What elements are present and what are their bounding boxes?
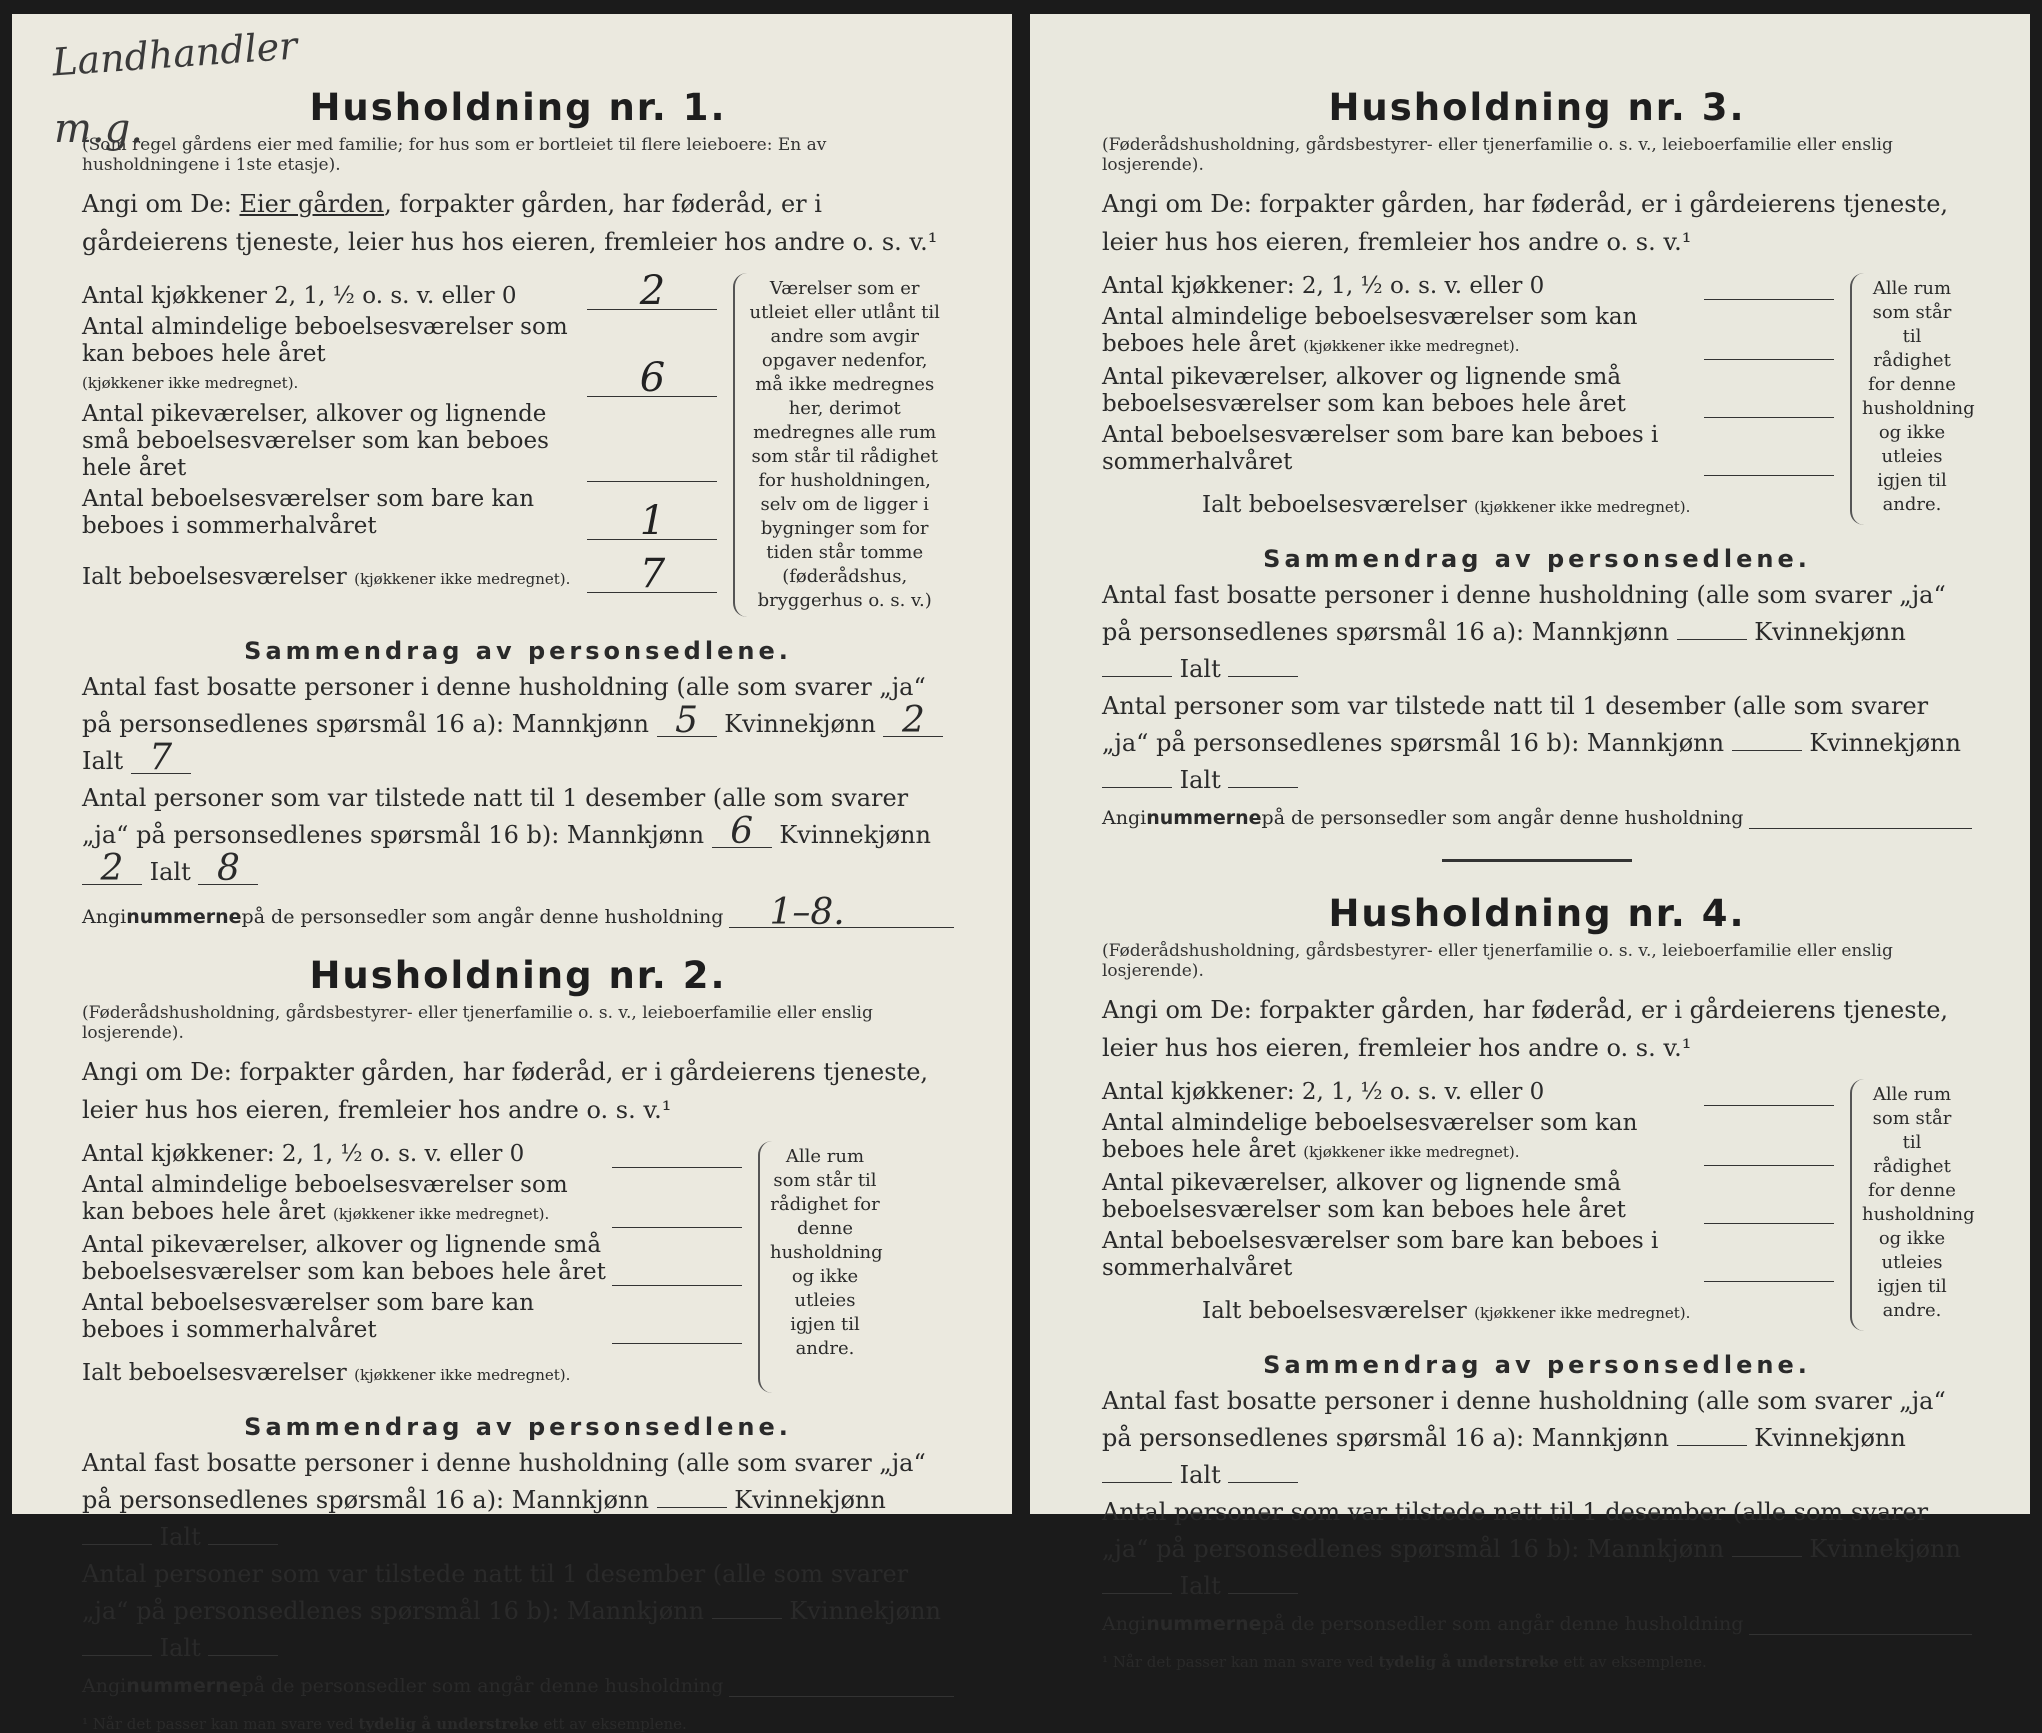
summary-16a: Antal fast bosatte personer i denne husholdning (alle som svarer „ja“ på personsedlenes spørsmål 16 a): Mannkjønn 5 Kvinnekjønn 2 Ialt 7 <box>82 669 954 780</box>
person-numbers-line: Angi nummerne på de personsedler som angår denne husholdning <box>1102 807 1972 829</box>
rooms-row: Antal almindelige beboelsesværelser som kan beboes hele året (kjøkkener ikke medregnet). <box>82 1172 742 1228</box>
summary-16b: Antal personer som var tilstede natt til 1 desember (alle som svarer „ja“ på personsedlenes spørsmål 16 b): Mannkjønn Kvinnekjønn Ialt <box>1102 692 1961 794</box>
rooms-row: Antal pikeværelser, alkover og lignende små beboelsesværelser som kan beboes hele året <box>82 401 717 482</box>
summary-title: Sammendrag av personsedlene. <box>1263 1351 1811 1379</box>
status-answer-underlined: Eier gården <box>239 190 385 218</box>
rooms-row: Antal beboelsesværelser som bare kan beboes i sommerhalvåret <box>82 1290 742 1344</box>
rooms-row: Antal kjøkkener: 2, 1, ½ o. s. v. eller 0 <box>1102 1079 1834 1106</box>
household-2-rooms <box>82 1141 954 1393</box>
person-numbers-line: Angi nummerne på de personsedler som angår denne husholdning 1–8. <box>82 899 954 928</box>
summary-16b: Antal personer som var tilstede natt til 1 desember (alle som svarer „ja“ på personsedlenes spørsmål 16 b): Mannkjønn Kvinnekjønn Ialt <box>82 1560 941 1662</box>
rooms-row: Antal pikeværelser, alkover og lignende små beboelsesværelser som kan beboes hele året <box>1102 364 1834 418</box>
handwritten-answer: 6 <box>587 360 717 397</box>
rooms-row: Antal kjøkkener 2, 1, ½ o. s. v. eller 0 2 <box>82 273 717 310</box>
handwritten-answer: 1–8. <box>729 899 954 928</box>
rooms-row: Antal almindelige beboelsesværelser som kan beboes hele året (kjøkkener ikke medregnet). <box>1102 304 1834 360</box>
household-2-section <box>82 954 954 1733</box>
household-2-title: Husholdning nr. 2. <box>309 954 727 997</box>
rooms-row: Antal pikeværelser, alkover og lignende små beboelsesværelser som kan beboes hele året <box>1102 1170 1834 1224</box>
household-3-rooms <box>1102 273 1975 525</box>
rooms-total-row: Ialt beboelsesværelser (kjøkkener ikke medregnet). 7 <box>82 556 717 593</box>
rooms-row: Antal beboelsesværelser som bare kan beboes i sommerhalvåret <box>1102 422 1834 476</box>
handwritten-note: Landhandler <box>50 23 299 85</box>
rooms-row: Antal kjøkkener: 2, 1, ½ o. s. v. eller 0 <box>82 1141 742 1168</box>
household-2-status-question: Angi om De: forpakter gården, har føderåd, er i gårdeierens tjeneste, leier hus hos eieren, fremleier hos andre o. s. v.¹ <box>82 1058 929 1124</box>
handwritten-answer: 2 <box>587 273 717 310</box>
rooms-instruction-brace: Værelser som er utleiet eller utlånt til andre som avgir opgaver nedenfor, må ikke medregnes her, derimot medregnes alle rum som står til rådighet for husholdningen, selv om de ligger i bygninger som for tiden står tomme (føderådshus, bryggerhus o. s. v.) <box>733 273 954 617</box>
summary-16a: Antal fast bosatte personer i denne husholdning (alle som svarer „ja“ på personsedlenes spørsmål 16 a): Mannkjønn Kvinnekjønn Ialt <box>1102 581 1946 683</box>
rooms-total-row: Ialt beboelsesværelser (kjøkkener ikke medregnet). <box>82 1360 571 1386</box>
left-page <box>12 14 1012 1733</box>
rooms-row: Antal beboelsesværelser som bare kan beboes i sommerhalvåret 1 <box>82 486 717 540</box>
household-2-note: (Føderådshusholdning, gårdsbestyrer- eller tjenerfamilie o. s. v., leieboerfamilie eller enslig losjerende). <box>82 1003 873 1043</box>
household-4-note: (Føderådshusholdning, gårdsbestyrer- eller tjenerfamilie o. s. v., leieboerfamilie eller enslig losjerende). <box>1102 941 1893 981</box>
summary-16b: Antal personer som var tilstede natt til 1 desember (alle som svarer „ja“ på personsedlenes spørsmål 16 b): Mannkjønn 6 Kvinnekjønn 2 Ialt 8 <box>82 784 931 889</box>
person-numbers-line: Angi nummerne på de personsedler som angår denne husholdning <box>82 1675 954 1697</box>
rooms-row: Antal almindelige beboelsesværelser som kan beboes hele året (kjøkkener ikke medregnet). <box>1102 1110 1834 1166</box>
handwritten-answer <box>587 481 717 482</box>
household-3-title: Husholdning nr. 3. <box>1328 86 1746 129</box>
household-4-rooms <box>1102 1079 1975 1331</box>
household-3-note: (Føderådshusholdning, gårdsbestyrer- eller tjenerfamilie o. s. v., leieboerfamilie eller enslig losjerende). <box>1102 135 1893 175</box>
rooms-total-row: Ialt beboelsesværelser (kjøkkener ikke medregnet). <box>1202 492 1691 518</box>
summary-16a: Antal fast bosatte personer i denne husholdning (alle som svarer „ja“ på personsedlenes spørsmål 16 a): Mannkjønn Kvinnekjønn Ialt <box>82 1449 926 1551</box>
rooms-row: Antal pikeværelser, alkover og lignende små beboelsesværelser som kan beboes hele året <box>82 1232 742 1286</box>
rooms-row: Antal almindelige beboelsesværelser som kan beboes hele året (kjøkkener ikke medregnet). 6 <box>82 314 717 397</box>
handwritten-answer: 7 <box>587 556 717 593</box>
household-3-section <box>1102 86 1975 829</box>
household-4-title: Husholdning nr. 4. <box>1328 892 1746 935</box>
summary-title: Sammendrag av personsedlene. <box>244 1413 792 1441</box>
rooms-total-row: Ialt beboelsesværelser (kjøkkener ikke medregnet). <box>1202 1298 1691 1324</box>
rooms-row: Antal beboelsesværelser som bare kan beboes i sommerhalvåret <box>1102 1228 1834 1282</box>
section-divider <box>1442 859 1632 862</box>
footnote: ¹ Når det passer kan man svare ved tydelig å understreke ett av eksemplene. <box>82 1715 687 1733</box>
summary-16b: Antal personer som var tilstede natt til 1 desember (alle som svarer „ja“ på personsedlenes spørsmål 16 b): Mannkjønn Kvinnekjønn Ialt <box>1102 1498 1961 1600</box>
handwritten-answer: 1 <box>587 503 717 540</box>
household-1-title: Husholdning nr. 1. <box>309 86 727 129</box>
rooms-instruction-brace: Alle rum som står til rådighet for denne husholdning og ikke utleies igjen til andre. <box>758 1141 890 1393</box>
household-1-rooms <box>82 268 954 617</box>
household-1-section <box>82 86 954 933</box>
household-4-status-question: Angi om De: forpakter gården, har føderåd, er i gårdeierens tjeneste, leier hus hos eieren, fremleier hos andre o. s. v.¹ <box>1102 996 1949 1062</box>
household-1-status-question: Angi om De: Eier gården, forpakter gården, har føderåd, er i gårdeierens tjeneste, leier hus hos eieren, fremleier hos andre o. s. v.¹ <box>82 190 938 256</box>
summary-title: Sammendrag av personsedlene. <box>1263 545 1811 573</box>
handwritten-note-2: m.g. <box>54 106 143 152</box>
household-4-section <box>1102 892 1975 1671</box>
footnote: ¹ Når det passer kan man svare ved tydelig å understreke ett av eksemplene. <box>1102 1653 1707 1671</box>
rooms-instruction-brace: Alle rum som står til rådighet for denne husholdning og ikke utleies igjen til andre. <box>1850 1079 1972 1331</box>
rooms-instruction-brace: Alle rum som står til rådighet for denne husholdning og ikke utleies igjen til andre. <box>1850 273 1972 525</box>
household-1-note: (Som regel gårdens eier med familie; for hus som er bortleiet til flere leieboere: En av husholdningene i 1ste etasje). <box>82 135 827 175</box>
summary-title: Sammendrag av personsedlene. <box>244 637 792 665</box>
summary-16a: Antal fast bosatte personer i denne husholdning (alle som svarer „ja“ på personsedlenes spørsmål 16 a): Mannkjønn Kvinnekjønn Ialt <box>1102 1387 1946 1489</box>
person-numbers-line: Angi nummerne på de personsedler som angår denne husholdning <box>1102 1613 1972 1635</box>
rooms-row: Antal kjøkkener: 2, 1, ½ o. s. v. eller 0 <box>1102 273 1834 300</box>
right-page <box>1030 14 2030 1671</box>
household-3-status-question: Angi om De: forpakter gården, har føderåd, er i gårdeierens tjeneste, leier hus hos eieren, fremleier hos andre o. s. v.¹ <box>1102 190 1949 256</box>
